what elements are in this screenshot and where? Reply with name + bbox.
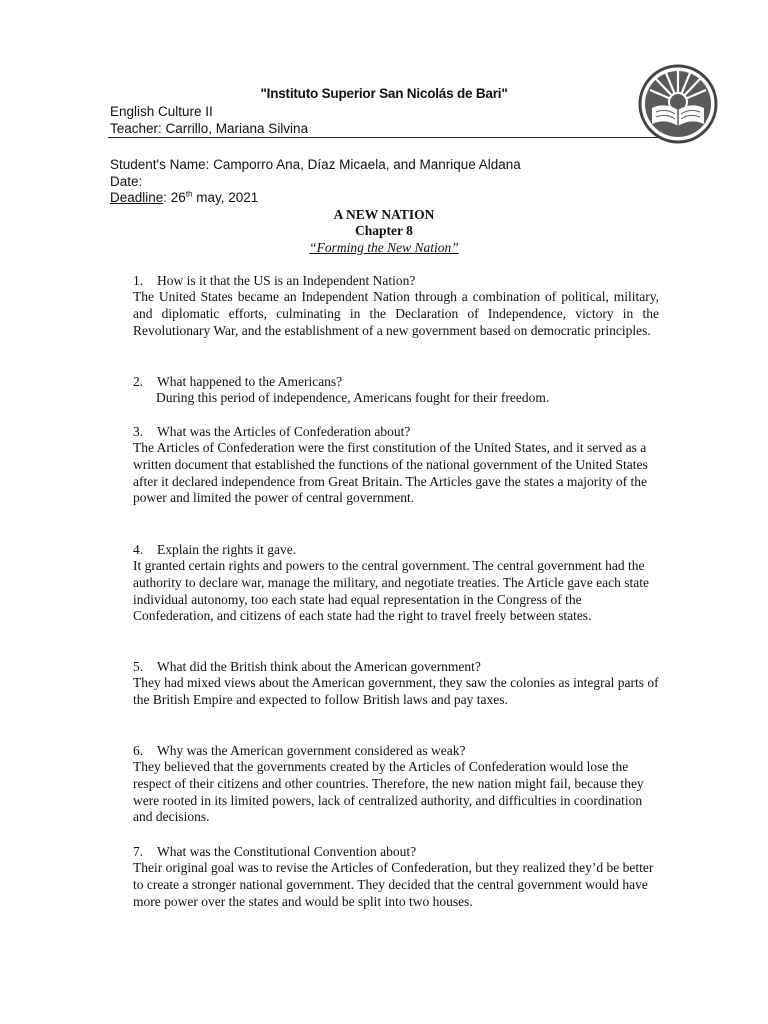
question-text: What did the British think about the American government? <box>157 659 481 674</box>
question <box>133 541 296 558</box>
subtitle-wrap <box>0 239 768 256</box>
book-sunburst-logo-icon <box>638 64 718 144</box>
question-number: 7. <box>133 844 144 859</box>
deadline <box>110 189 258 206</box>
deadline-rest: may, 2021 <box>192 190 259 205</box>
question-number: 3. <box>133 424 144 439</box>
answer-text: The Articles of Confederation were the first constitution of the United States, and it served as a written document that established the functions of the national government of the United States after it declared independence from Great Britain. The Articles gave the states a majority of the power and limited the power of central government. <box>133 440 648 506</box>
question-text: Why was the American government considered as weak? <box>157 743 466 758</box>
subtitle: “Forming the New Nation” <box>309 240 459 255</box>
question-text: Explain the rights it gave. <box>157 542 297 557</box>
question <box>133 658 481 675</box>
header-divider <box>108 137 658 138</box>
chapter-title: Chapter 8 <box>355 223 413 238</box>
question <box>133 423 410 440</box>
students-names: Student's Name: Camporro Ana, Díaz Micaela, and Manrique Aldana <box>110 157 521 172</box>
question-number: 6. <box>133 743 144 758</box>
answer-text: They believed that the governments created by the Articles of Confederation would lose the respect of their citizens and other countries. Therefore, the new nation might fail, because they were rooted in its limited powers, lack of centralized authority, and difficulties in coordination and decisions. <box>133 759 644 825</box>
question-number: 5. <box>133 659 144 674</box>
page-title: A NEW NATION <box>333 207 435 222</box>
question <box>133 742 466 759</box>
question-text: What happened to the Americans? <box>157 374 343 389</box>
question-number: 4. <box>133 542 144 557</box>
deadline-day: : 26 <box>163 190 186 205</box>
question-text: How is it that the US is an Independent Nation? <box>157 273 416 288</box>
course-name: English Culture II <box>110 104 213 119</box>
deadline-suffix: th <box>185 189 193 199</box>
question-text: What was the Constitutional Convention about? <box>157 844 417 859</box>
answer-text: During this period of independence, Americans fought for their freedom. <box>156 390 550 405</box>
question-text: What was the Articles of Confederation about? <box>157 424 411 439</box>
answer-text: It granted certain rights and powers to the central government. The central government had the authority to declare war, manage the military, and negotiate treaties. The Article gave each state individual autonomy, too each state had equal representation in the Congress of the Confederation, and citizens of each state had the right to travel freely between states. <box>133 558 649 624</box>
question <box>133 373 342 390</box>
answer-text: They had mixed views about the American government, they saw the colonies as integral parts of the British Empire and expected to follow British laws and pay taxes. <box>133 675 659 707</box>
answer-text: Their original goal was to revise the Articles of Confederation, but they realized they’d be better to create a stronger national government. They decided that the central government would have more power over the states and would be split into two houses. <box>133 860 654 909</box>
answer-text: The United States became an Independent Nation through a combination of political, military, and diplomatic efforts, culminating in the Declaration of Independence, victory in the Revolutionary War, and the establishment of a new government based on democratic principles. <box>133 289 659 338</box>
deadline-label: Deadline <box>110 190 164 205</box>
institute-name: "Instituto Superior San Nicolás de Bari" <box>260 86 508 101</box>
question-number: 1. <box>133 273 144 288</box>
teacher-name: Teacher: Carrillo, Mariana Silvina <box>110 121 309 136</box>
question-number: 2. <box>133 374 144 389</box>
date-label: Date: <box>110 174 143 189</box>
question <box>133 843 416 860</box>
question <box>133 272 415 289</box>
